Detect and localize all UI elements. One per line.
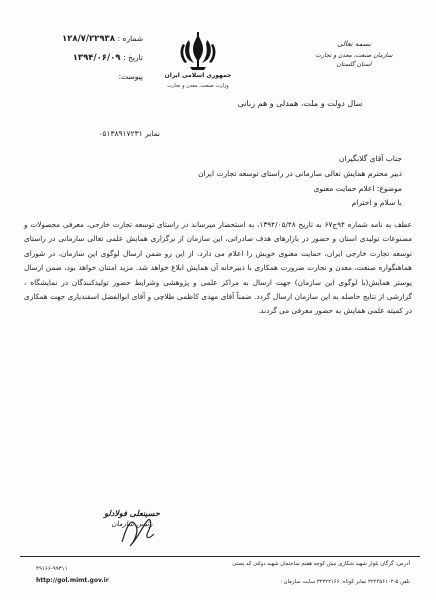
footer-website-link[interactable]: http://gol.mimt.gov.ir [36,577,109,584]
signature-block [82,508,182,529]
ministry-line-1: بسمه تعالی [337,40,371,48]
letter-number-label: شماره : [117,34,143,43]
emblem-caption-country: جمهوری اسلامی ایران [164,72,232,79]
recipient-name: جناب آقای گلابگیران [338,154,402,163]
emblem-caption-ministry: وزارت صنعت، معدن و تجارت [167,83,229,89]
letter-date-label: تاریخ : [123,53,143,62]
footer-divider [20,556,420,557]
letter-number-value: ۱۲۸/۷/۲۲۹۳۸ [62,34,115,44]
ministry-line-2: سازمان صنعت، معدن و تجارت [315,52,393,59]
ministry-header [308,40,400,69]
recipient-block [102,151,402,196]
fax-row [70,129,160,138]
footer-address: آدرس: گرگان بلوار شهید شکاری نبش کوچه هفتم ساختمان شهید دولتی کد پستی [232,561,410,567]
letter-date-row [35,53,143,63]
footer-postal-code: ۴۹۱۶۶-۹۹۳۱۱ [36,566,68,572]
iran-emblem-icon [178,30,218,74]
attachment-row [78,72,143,81]
recipient-title: دبیر محترم همایش تعالی سازمانی در راستای توسعه تجارت ایران [198,169,402,178]
ministry-line-3: استان گلستان [336,61,372,68]
greeting: با سلام و احترام [351,198,402,207]
fax-value: ۰۵۱۳۸۹۱۷۲۳۱ [98,129,143,138]
letter-body: عطف به نامه شماره ۹۴ج۶۷ به تاریخ ۱۳۹۴/۰۵/۴۸، به استحضار میرساند در راستای توسعه تجارت خارجی، معرفی محصولات و مصنوعات تولیدی استان و حضور در بازارهای هدف صادراتی، این سازمان از برگزاری همایش علمی تعالی سازمانی در راستای توسعه تجارت خارجی ایران، حمایت معنوی خویش را اعلام می دارد. از این رو ضمن ارسال لوگوی این سازمان، در شورای هماهنگواره صنعت، معدن و تجارت ضرورت همکاری با دبیرخانه آن همایش ابلاغ خواهد شد. مزید امتنان خواهد بود، ضمن ارسال پوستر همایش(با لوگوی این سازمان) جهت ارسال به مراکز علمی و پژوهشی وشرایط حضور تولیدکنندگان در نمایشگاه ، گزارشی از نتایج حاصله به این سازمان ارسال گردد. ضمناً آقای مهدی کاظمی طلاچی و آقای ابوالفضل اسفندیاری جهت همکاری در کمیته علمی همایش به حضور معرفی می گردند. [24,220,413,316]
fax-label: نمابر [145,129,160,138]
signatory-name: حسینعلی فولادلو [104,509,160,518]
letter-subject: موضوع: اعلام حمایت معنوی [313,184,402,193]
year-slogan: سال دولت و ملت، همدلی و هم زبانی [237,99,363,108]
letter-number-row [18,34,143,44]
emblem-caption [148,72,248,90]
signatory-title: رئیس سازمان [111,520,153,528]
attachment-label: پیوست: [118,72,143,81]
footer-contacts: تلفن ۵-۳۲۲۴۵۶۱۰۴ نمابر کوتاه: ۳۲۳۲۲۱۶۶ سایت سازمان : [280,579,410,585]
letter-date-value: ۱۳۹۴/۰۶/۰۹ [72,53,121,63]
